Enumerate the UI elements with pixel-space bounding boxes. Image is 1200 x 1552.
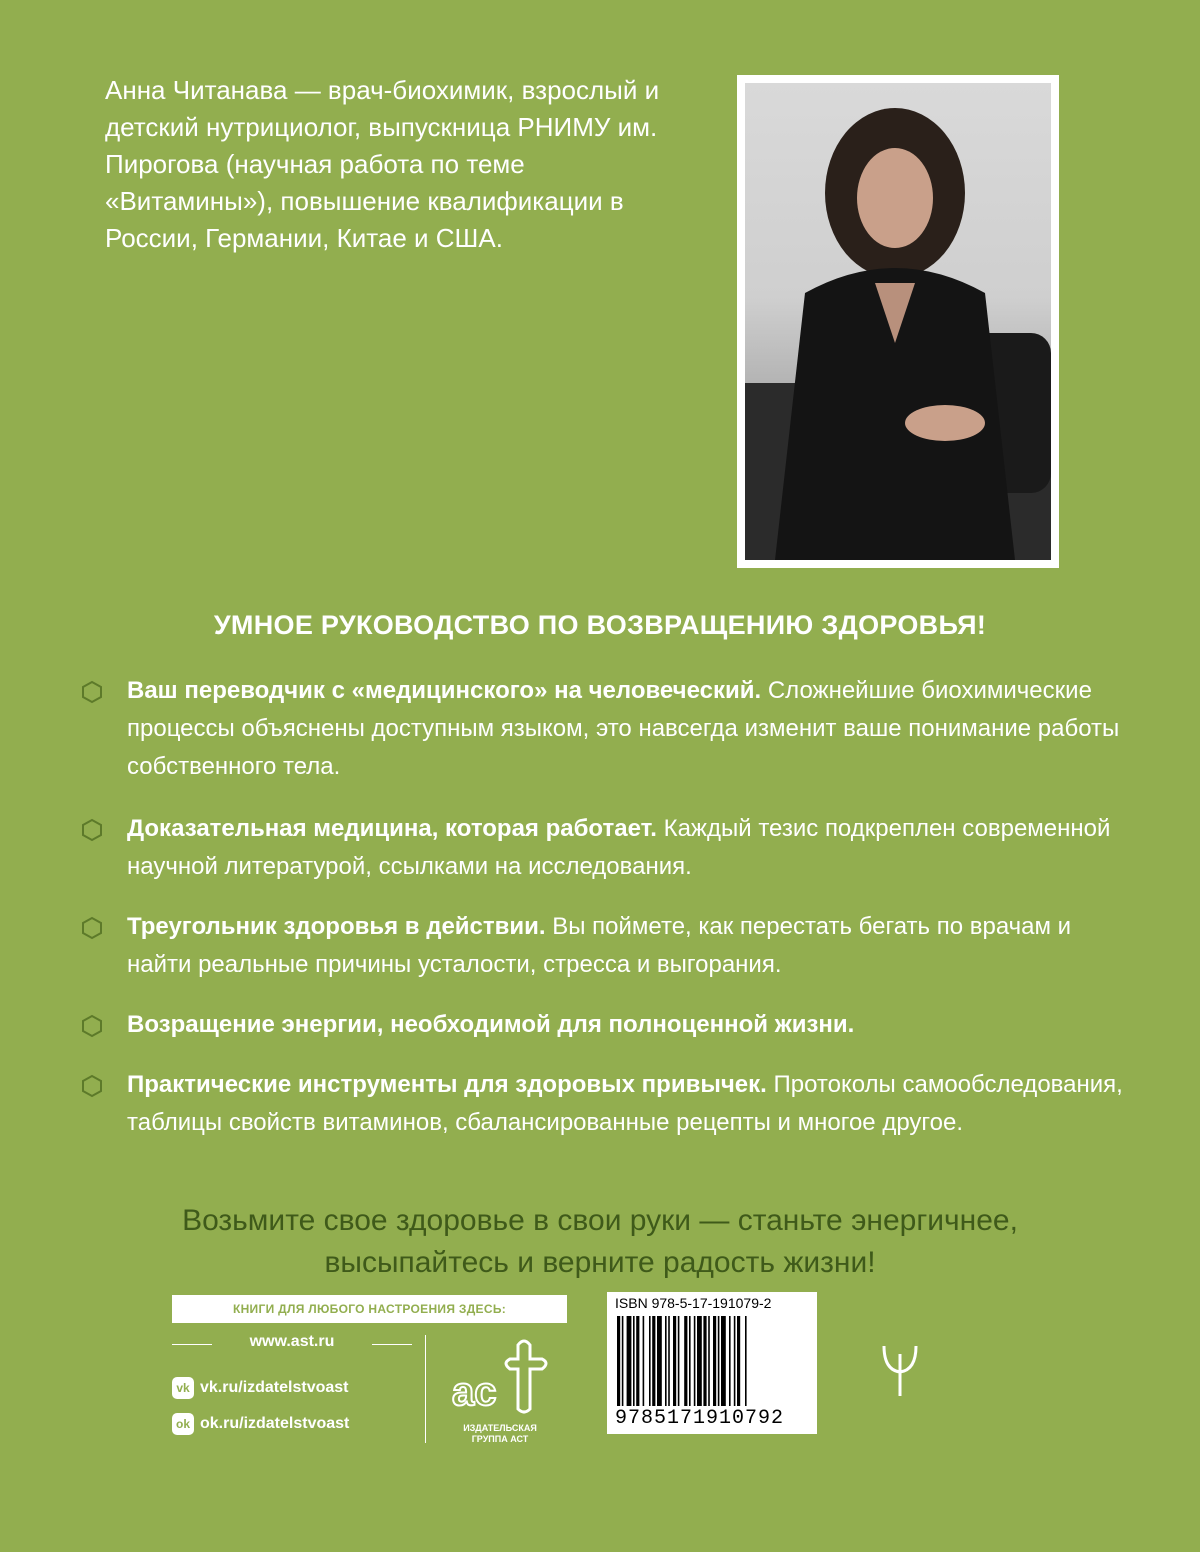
barcode-bar: [684, 1316, 687, 1406]
author-photo-illustration: [745, 83, 1051, 560]
feature-item: [80, 810, 1140, 886]
vk-icon: vk: [172, 1377, 194, 1399]
barcode-bar: [708, 1316, 710, 1406]
barcode-bar: [734, 1316, 736, 1406]
hexagon-bullet-icon: [80, 818, 104, 842]
promo-banner: КНИГИ ДЛЯ ЛЮБОГО НАСТРОЕНИЯ ЗДЕСЬ:: [172, 1295, 567, 1323]
hexagon-bullet-icon: [80, 916, 104, 940]
author-bio-text: — врач-биохимик, взрослый и детский нутрициолог, выпускница РНИМУ им. Пирогова (научная работа по теме «Витамины»), повышение квалификации в России, Германии, Китае и США.: [105, 75, 660, 253]
isbn-digits: 9785171910792: [615, 1407, 785, 1430]
barcode-bar: [617, 1316, 620, 1406]
feature-text: Вы поймете, как перестать бегать по врачам и найти реальные причины усталости, стресса и выгорания.: [127, 913, 1072, 978]
ast-logo-caption: [440, 1423, 560, 1445]
vk-link[interactable]: [172, 1377, 349, 1399]
isbn-barcode-box: [607, 1292, 817, 1434]
ast-logo-caption-line-2: ГРУППА АСТ: [471, 1434, 529, 1444]
cta-line-2: высыпайтесь и верните радость жизни!: [324, 1246, 876, 1279]
author-photo-frame: [737, 75, 1059, 568]
feature-title: Практические инструменты для здоровых привычек.: [127, 1071, 767, 1098]
barcode-bar: [729, 1316, 731, 1406]
feature-item: [80, 672, 1140, 786]
isbn-label: ISBN 978-5-17-191079-2: [615, 1295, 772, 1311]
feature-text: Каждый тезис подкреплен современной научной литературой, ссылками на исследования.: [127, 815, 1111, 880]
barcode-bar: [657, 1316, 662, 1406]
feature-title: Доказательная медицина, которая работает.: [127, 815, 657, 842]
ast-logo: [440, 1335, 560, 1447]
publisher-promo: [172, 1295, 567, 1444]
feature-title: Ваш переводчик с «медицинского» на человеческий.: [127, 677, 762, 704]
feature-item: [80, 1066, 1140, 1142]
barcode-bar: [678, 1316, 680, 1406]
headline: УМНОЕ РУКОВОДСТВО ПО ВОЗВРАЩЕНИЮ ЗДОРОВЬЯ!: [213, 610, 987, 640]
feature-text: Сложнейшие биохимические процессы объяснены доступным языком, это навсегда изменит ваше понимание работы собственного тела.: [127, 677, 1120, 780]
author-photo: [745, 83, 1051, 560]
barcode-bar: [737, 1316, 740, 1406]
hexagon-bullet-icon: [80, 1014, 104, 1038]
barcode-bar: [636, 1316, 639, 1406]
feature-text: Протоколы самообследования, таблицы свойств витаминов, сбалансированные рецепты и многое другое.: [127, 1071, 1123, 1136]
barcode-bar: [673, 1316, 676, 1406]
barcode-bar: [627, 1316, 632, 1406]
author-bio: [105, 72, 665, 257]
barcode-bar: [649, 1316, 651, 1406]
feature-item: [80, 908, 1140, 984]
call-to-action: [0, 1200, 1200, 1284]
barcode-bar: [633, 1316, 635, 1406]
vk-link-text: vk.ru/izdatelstvoast: [200, 1379, 349, 1397]
author-name: Анна Читанава: [105, 75, 288, 105]
cta-line-1: Возьмите свое здоровье в свои руки — станьте энергичнее,: [182, 1204, 1018, 1237]
psi-publisher-mark-icon: [880, 1340, 920, 1400]
ast-logo-caption-line-1: ИЗДАТЕЛЬСКАЯ: [463, 1423, 537, 1433]
feature-title: Возращение энергии, необходимой для полноценной жизни.: [127, 1011, 855, 1038]
barcode-bar: [718, 1316, 720, 1406]
hexagon-bullet-icon: [80, 680, 104, 704]
barcode-bar: [622, 1316, 624, 1406]
barcode-bar: [668, 1316, 670, 1406]
hexagon-bullet-icon: [80, 1074, 104, 1098]
barcode-bar: [643, 1316, 645, 1406]
barcode-bar: [703, 1316, 706, 1406]
barcode-bar: [652, 1316, 655, 1406]
ok-link-text: ok.ru/izdatelstvoast: [200, 1415, 350, 1433]
ok-icon: ok: [172, 1413, 194, 1435]
feature-title: Треугольник здоровья в действии.: [127, 913, 546, 940]
feature-item: [80, 1006, 854, 1044]
barcode-bar: [721, 1316, 726, 1406]
promo-divider: [425, 1335, 426, 1443]
barcode-bar: [694, 1316, 696, 1406]
barcode-bar: [745, 1316, 747, 1406]
barcode-bar: [665, 1316, 667, 1406]
barcode-bar: [697, 1316, 702, 1406]
ast-logo-mark: [440, 1335, 560, 1423]
publisher-website-link[interactable]: www.ast.ru: [172, 1333, 412, 1351]
barcode: [615, 1316, 809, 1406]
barcode-bar: [713, 1316, 716, 1406]
ast-logo-letters: ас: [452, 1370, 497, 1414]
barcode-bar: [689, 1316, 691, 1406]
ok-link[interactable]: [172, 1413, 349, 1435]
